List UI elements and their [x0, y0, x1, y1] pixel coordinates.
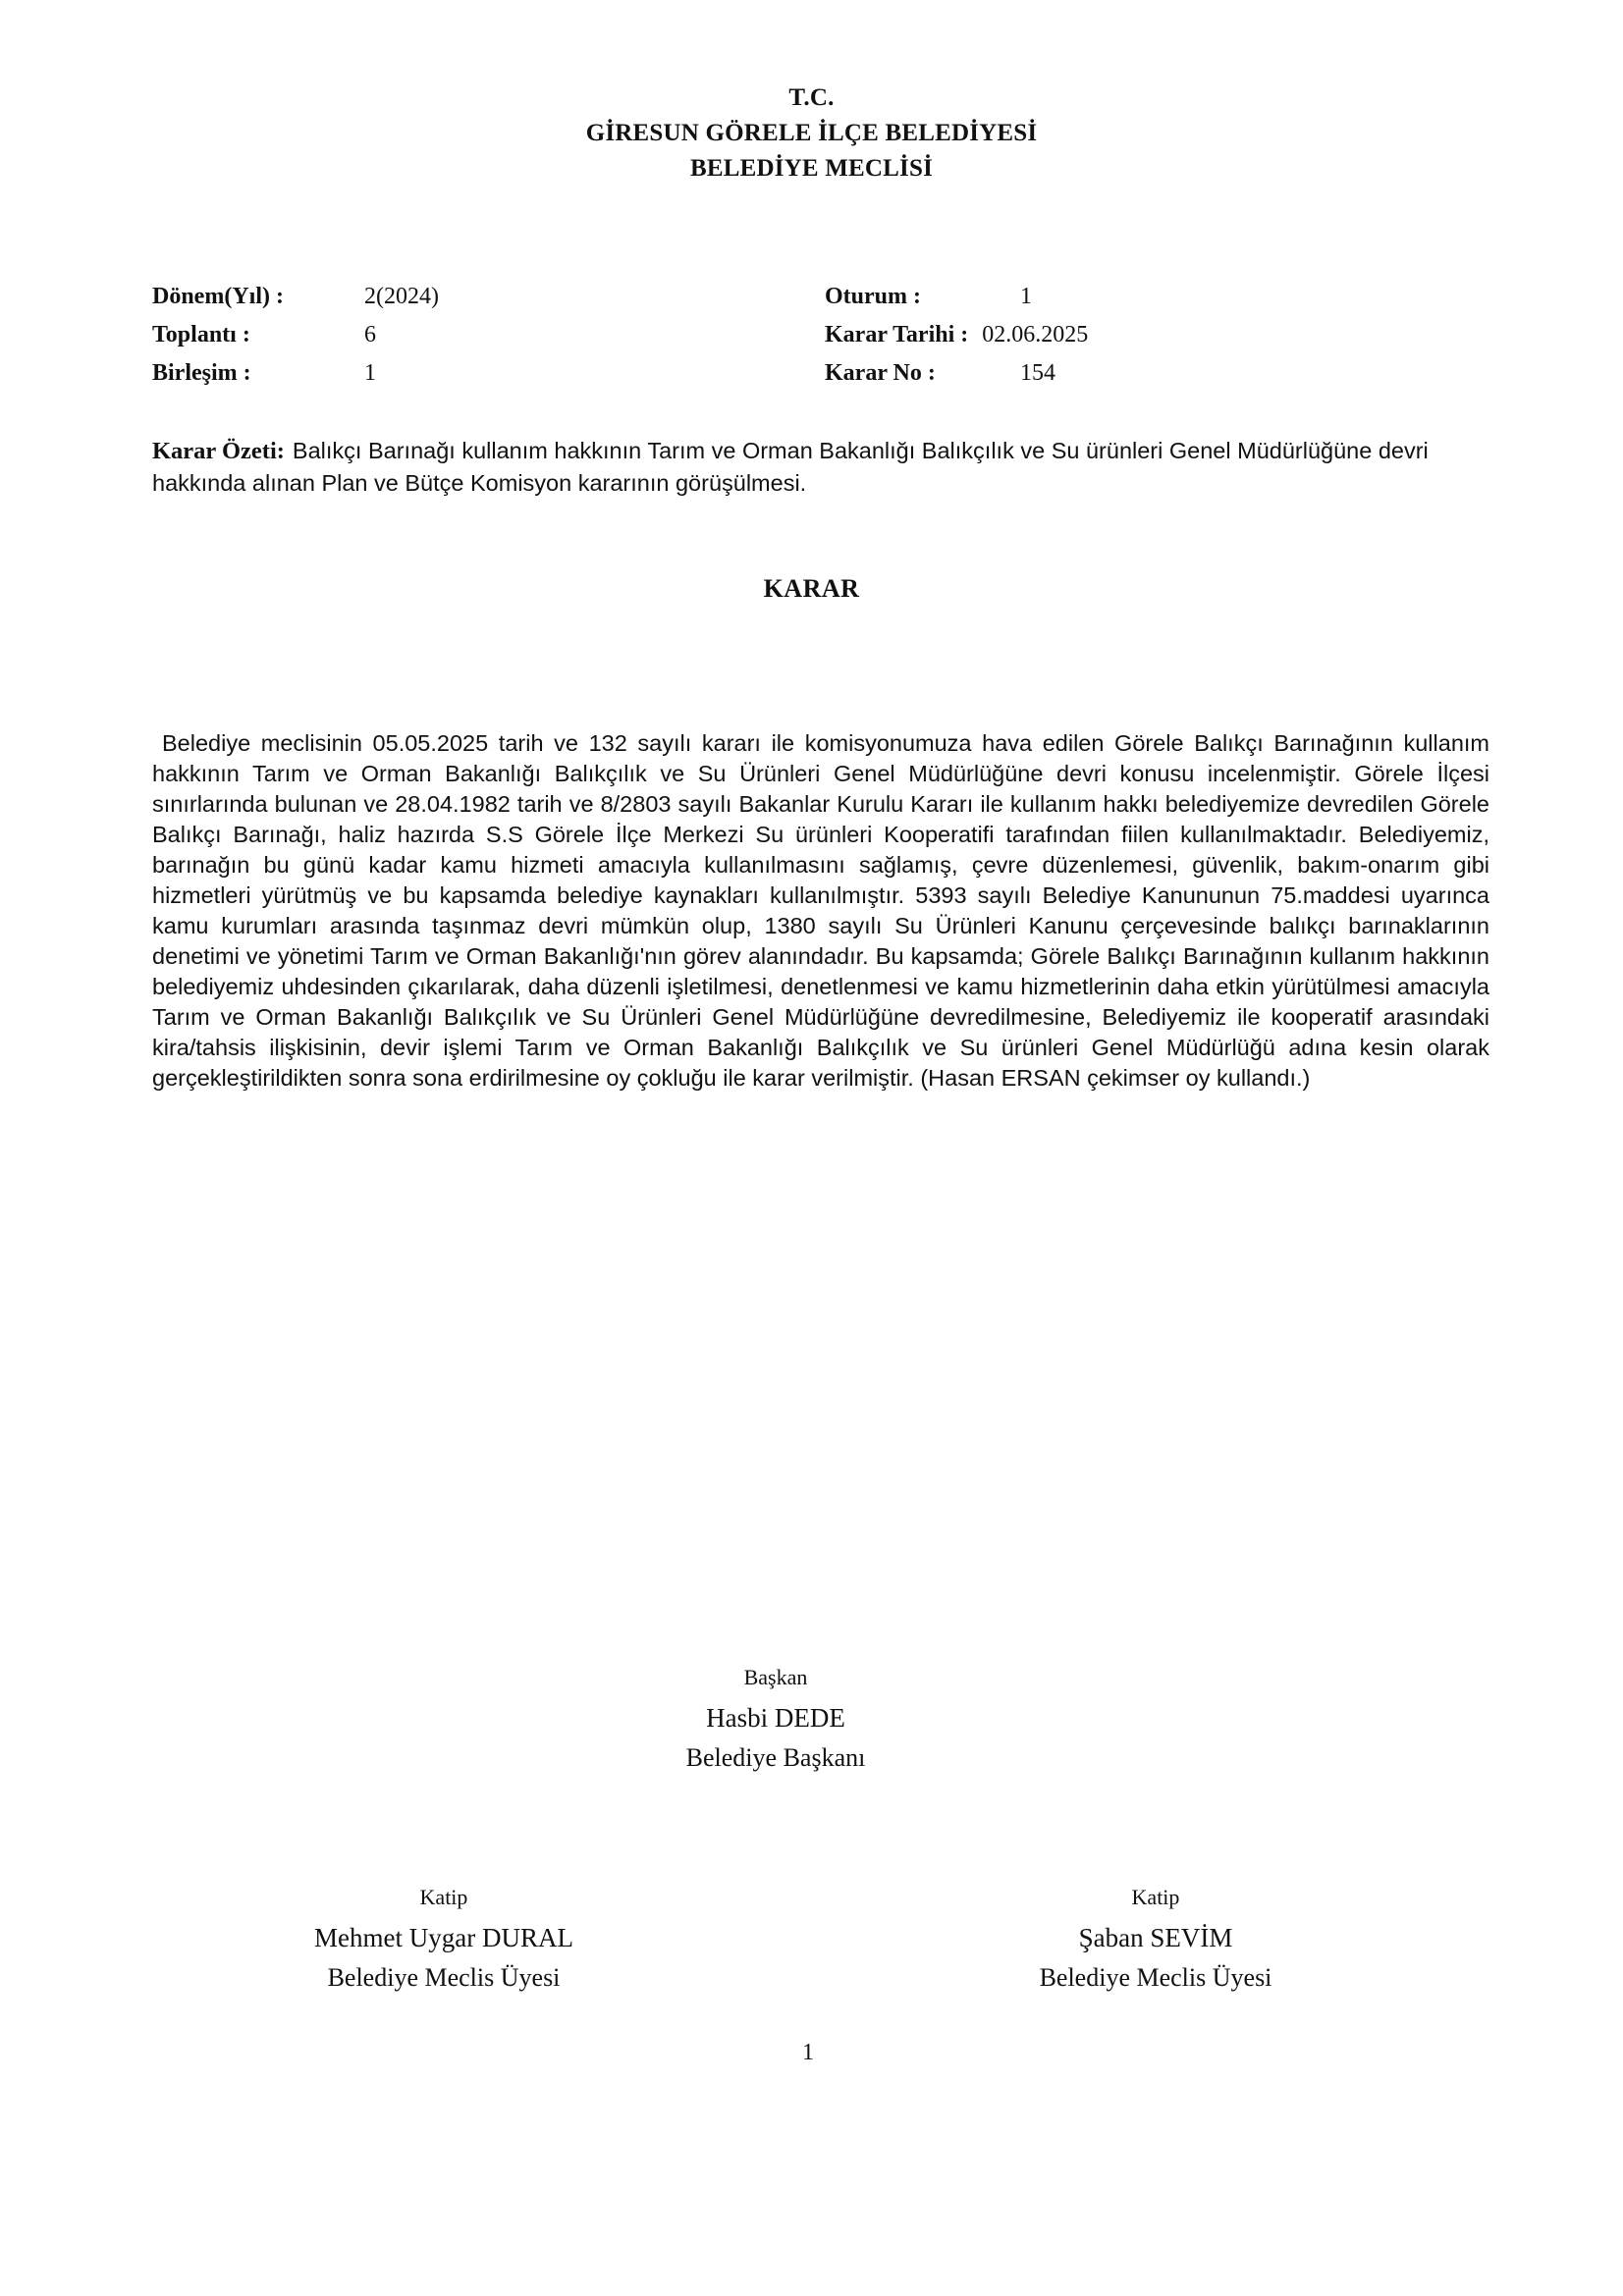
meta-row-karar-no	[825, 354, 1473, 393]
meta-value-oturum: 1	[1020, 284, 1032, 309]
letterhead-country: T.C.	[788, 84, 835, 111]
meta-value-karar-tarihi: 02.06.2025	[982, 322, 1089, 347]
letterhead-municipality: GİRESUN GÖRELE İLÇE BELEDİYESİ	[585, 120, 1038, 146]
meta-label-birlesim: Birleşim :	[152, 360, 251, 386]
signature-clerk-left-role: Katip	[419, 1885, 468, 1909]
meta-label-donem: Dönem(Yıl) :	[152, 284, 284, 309]
meta-value-karar-no: 154	[1020, 360, 1055, 386]
letterhead	[0, 80, 1623, 187]
meta-label-oturum: Oturum :	[825, 284, 921, 309]
meta-value-donem: 2(2024)	[364, 284, 439, 309]
meta-row-birlesim	[152, 354, 839, 393]
meta-row-karar-tarihi	[825, 316, 1473, 354]
decision-summary	[152, 435, 1473, 499]
meta-column-right	[825, 278, 1473, 393]
meta-value-birlesim: 1	[364, 360, 376, 386]
signature-president	[0, 1663, 1551, 1777]
signature-clerk-left	[51, 1883, 837, 1997]
meta-label-karar-no: Karar No :	[825, 360, 936, 386]
signature-president-role: Başkan	[743, 1665, 808, 1689]
signature-clerk-left-title: Belediye Meclis Üyesi	[327, 1963, 561, 1992]
meta-column-left	[152, 278, 839, 393]
signature-clerk-left-name: Mehmet Uygar DURAL	[314, 1923, 573, 1952]
meta-label-karar-tarihi: Karar Tarihi :	[825, 322, 969, 347]
meta-row-donem	[152, 278, 839, 316]
decision-summary-text: Balıkçı Barınağı kullanım hakkının Tarım ve Orman Bakanlığı Balıkçılık ve Su ürünleri Genel Müdürlüğüne devri hakkında alınan Plan ve Bütçe Komisyon kararının görüşülmesi.	[152, 438, 1429, 496]
meta-value-toplanti: 6	[364, 322, 376, 347]
decision-heading: KARAR	[763, 574, 860, 603]
decision-summary-label: Karar Özeti:	[152, 438, 285, 464]
meta-row-toplanti	[152, 316, 839, 354]
signature-clerk-right-role: Katip	[1131, 1885, 1180, 1909]
signature-clerk-right	[763, 1883, 1548, 1997]
signature-clerk-right-title: Belediye Meclis Üyesi	[1039, 1963, 1272, 1992]
meta-row-oturum	[825, 278, 1473, 316]
signature-clerk-right-name: Şaban SEVİM	[1078, 1923, 1233, 1952]
decision-body-paragraph: Belediye meclisinin 05.05.2025 tarih ve 132 sayılı kararı ile komisyonumuza hava edilen Görele Balıkçı Barınağının kullanım hakkının Tarım ve Orman Bakanlığı Balıkçılık ve Su Ürünleri Genel Müdürlüğüne devri konusu incelenmiştir. Görele İlçesi sınırlarında bulunan ve 28.04.1982 tarih ve 8/2803 sayılı Bakanlar Kurulu Kararı ile kullanım hakkı belediyemize devredilen Görele Balıkçı Barınağı, haliz hazırda S.S Görele İlçe Merkezi Su ürünleri Kooperatifi tarafından fiilen kullanılmaktadır. Belediyemiz, barınağın bu günü kadar kamu hizmeti amacıyla kullanılmasını sağlamış, çevre düzenlemesi, güvenlik, bakım-onarım gibi hizmetleri yürütmüş ve bu kapsamda belediye kaynakları kullanılmıştır. 5393 sayılı Belediye Kanununun 75.maddesi uyarınca kamu kurumları arasında taşınmaz devri mümkün olup, 1380 sayılı Su Ürünleri Kanunu çerçevesinde balıkçı barınaklarının denetimi ve yönetimi Tarım ve Orman Bakanlığı'nın görev alanındadır. Bu kapsamda; Görele Balıkçı Barınağının kullanım hakkının belediyemiz uhdesinden çıkarılarak, daha düzenli işletilmesi, denetlenmesi ve kamu hizmetlerinin daha etkin yürütülmesi amacıyla Tarım ve Orman Bakanlığı Balıkçılık ve Su Ürünleri Genel Müdürlüğüne devredilmesine, Belediyemiz ile kooperatif arasındaki kira/tahsis ilişkisinin, devir işlemi Tarım ve Orman Bakanlığı Balıkçılık ve Su ürünleri Genel Müdürlüğü adına kesin olarak gerçekleştirildikten sonra sona erdirilmesine oy çokluğu ile karar verilmiştir. (Hasan ERSAN çekimser oy kullandı.)	[152, 730, 1489, 1091]
page-number: 1	[802, 2040, 814, 2065]
signature-president-name: Hasbi DEDE	[706, 1703, 845, 1733]
meta-label-toplanti: Toplantı :	[152, 322, 250, 347]
signature-president-title: Belediye Başkanı	[685, 1743, 866, 1772]
letterhead-council: BELEDİYE MECLİSİ	[689, 155, 934, 182]
